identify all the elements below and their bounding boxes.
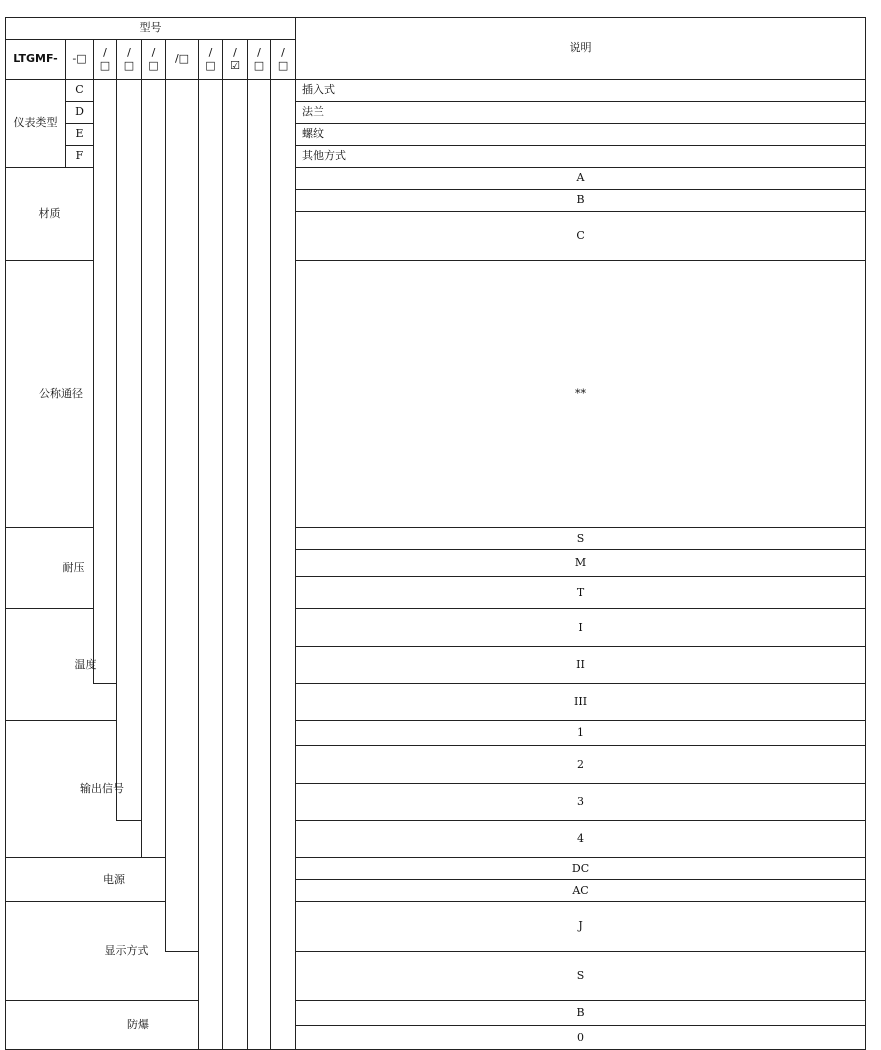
model-prefix: LTGMF- <box>6 40 66 80</box>
pressure-code: S <box>296 528 866 550</box>
slot-diameter: / □ <box>117 40 142 80</box>
temperature-code: III <box>296 684 866 721</box>
pressure-code: M <box>296 550 866 577</box>
slot-material: / □ <box>94 40 117 80</box>
slot-output: / □ <box>199 40 223 80</box>
power-label: 电源 <box>6 858 223 902</box>
material-code: A <box>296 168 866 190</box>
output-label: 输出信号 <box>6 721 199 858</box>
explosion-code: B <box>296 1001 866 1026</box>
output-code: 1 <box>296 721 866 746</box>
instrument-type-desc: 螺纹 <box>296 124 866 146</box>
slot-temperature: /□ <box>166 40 199 80</box>
slot-display: / □ <box>248 40 271 80</box>
display-code: S <box>296 951 866 1000</box>
instrument-type-label: 仪表类型 <box>6 80 66 168</box>
material-code: C <box>296 212 866 261</box>
slot-pressure: / □ <box>142 40 166 80</box>
instrument-type-desc: 插入式 <box>296 80 866 102</box>
model-selection-table <box>5 17 866 1050</box>
pressure-label: 耐压 <box>6 528 142 609</box>
temperature-code: II <box>296 646 866 683</box>
explanation-header: 说明 <box>296 18 866 80</box>
instrument-type-code: D <box>66 102 94 124</box>
output-code: 3 <box>296 783 866 820</box>
temperature-code: I <box>296 609 866 646</box>
nominal-diameter-label: 公称通径 <box>6 261 117 528</box>
pressure-code: T <box>296 577 866 609</box>
instrument-type-code: F <box>66 146 94 168</box>
dash-slot: -□ <box>66 40 94 80</box>
output-code: 4 <box>296 821 866 858</box>
display-label: 显示方式 <box>6 902 248 1001</box>
power-code: AC <box>296 880 866 902</box>
slot-explosion: / □ <box>271 40 296 80</box>
instrument-type-desc: 其他方式 <box>296 146 866 168</box>
temperature-label: 温度 <box>6 609 166 721</box>
output-code: 2 <box>296 746 866 783</box>
slot-power: / ☑ <box>223 40 248 80</box>
material-label: 材质 <box>6 168 94 261</box>
model-title: 型号 <box>6 18 296 40</box>
explosion-code: 0 <box>296 1026 866 1050</box>
explosion-label: 防爆 <box>6 1001 271 1050</box>
power-code: DC <box>296 858 866 880</box>
instrument-type-code: E <box>66 124 94 146</box>
instrument-type-code: C <box>66 80 94 102</box>
instrument-type-desc: 法兰 <box>296 102 866 124</box>
material-code: B <box>296 190 866 212</box>
display-code: J <box>296 902 866 951</box>
nominal-diameter-code: ** <box>296 261 866 528</box>
